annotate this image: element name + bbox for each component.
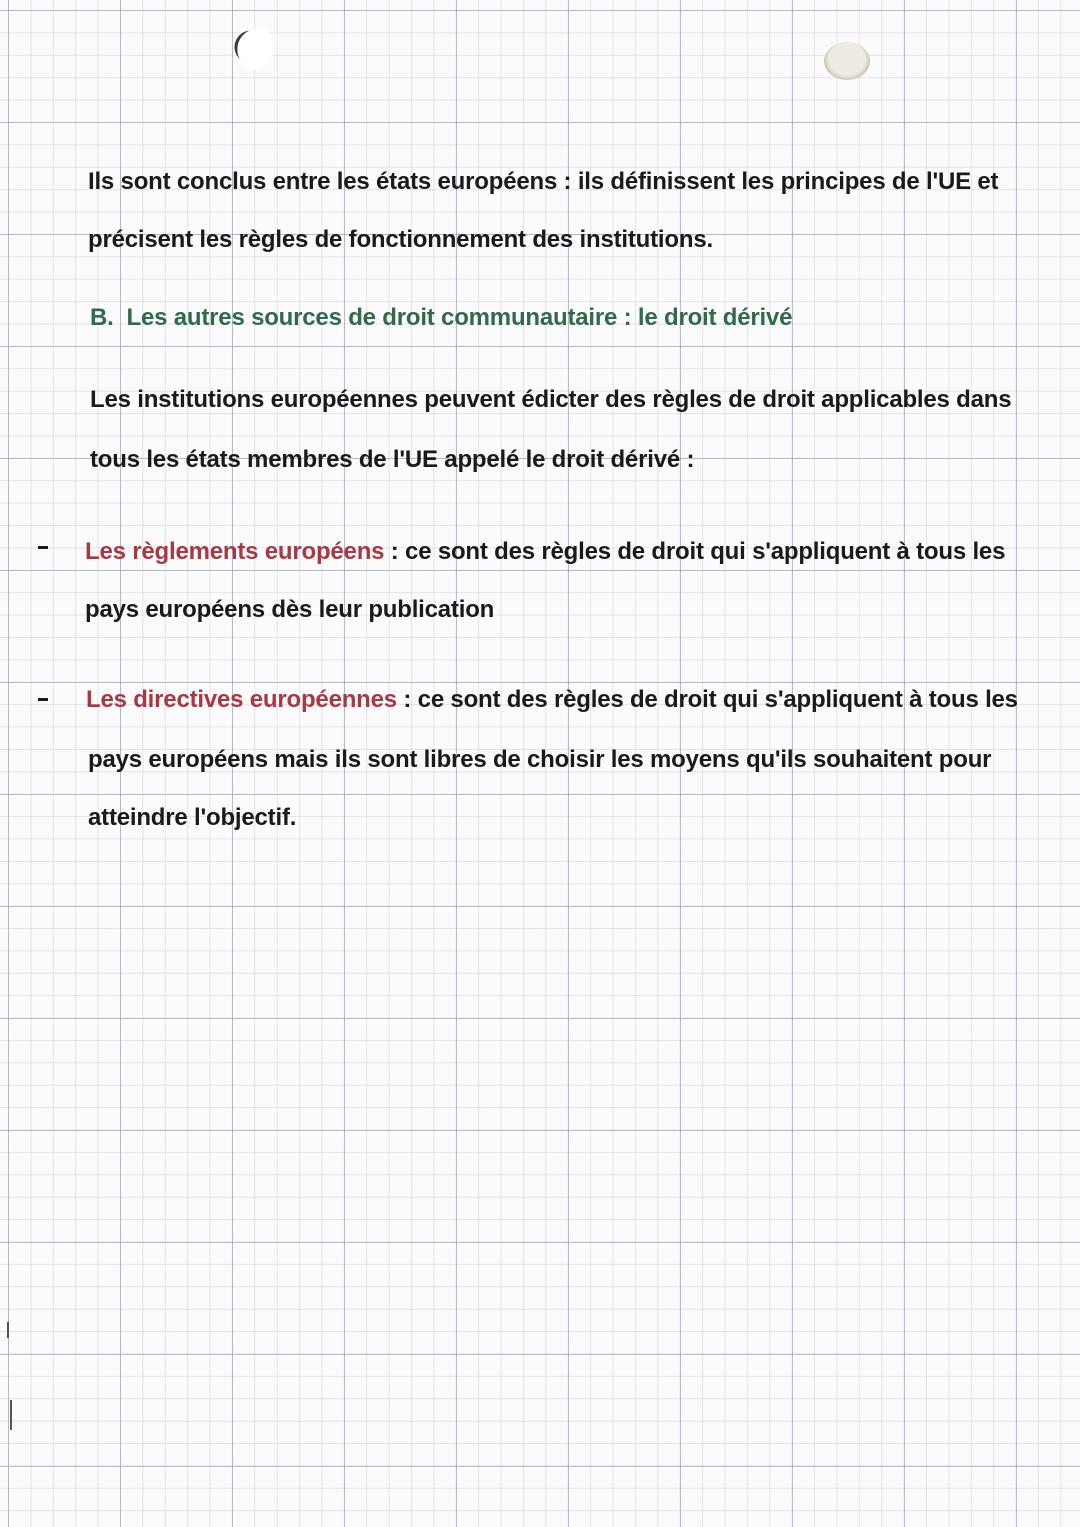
section-b-title: Les autres sources de droit communautaire : le droit dérivé — [126, 304, 793, 331]
bullet-2-line1 — [86, 686, 1018, 714]
bullet-1-definition: : ce sont des règles de droit qui s'appliquent à tous les — [390, 538, 1006, 565]
margin-mark — [7, 1322, 9, 1338]
paragraph1-line1: Ils sont conclus entre les états européens : ils définissent les principes de l'UE et — [88, 168, 999, 195]
section-b-heading — [90, 304, 792, 332]
paragraph2-line2: tous les états membres de l'UE appelé le droit dérivé : — [90, 446, 695, 473]
bullet-2-line2: pays européens mais ils sont libres de choisir les moyens qu'ils souhaitent pour — [88, 746, 992, 773]
paragraph1-line2: précisent les règles de fonctionnement des institutions. — [88, 226, 713, 253]
bullet-2-definition: : ce sont des règles de droit qui s'appliquent à tous les — [403, 686, 1018, 713]
bullet-2-term: Les directives européennes — [86, 686, 397, 713]
punch-hole — [228, 24, 274, 70]
margin-mark — [10, 1400, 12, 1430]
bullet-1-line1 — [85, 538, 1005, 566]
bullet-1-line2: pays européens dès leur publication — [85, 596, 495, 623]
stamp-logo — [824, 42, 870, 80]
bullet-dash — [38, 546, 48, 549]
paragraph2-line1: Les institutions européennes peuvent édicter des règles de droit applicables dans — [90, 386, 1012, 413]
bullet-1-term: Les règlements européens — [85, 538, 385, 565]
bullet-2-line3: atteindre l'objectif. — [88, 804, 297, 831]
bullet-dash — [38, 698, 48, 701]
section-b-marker: B. — [90, 304, 114, 331]
